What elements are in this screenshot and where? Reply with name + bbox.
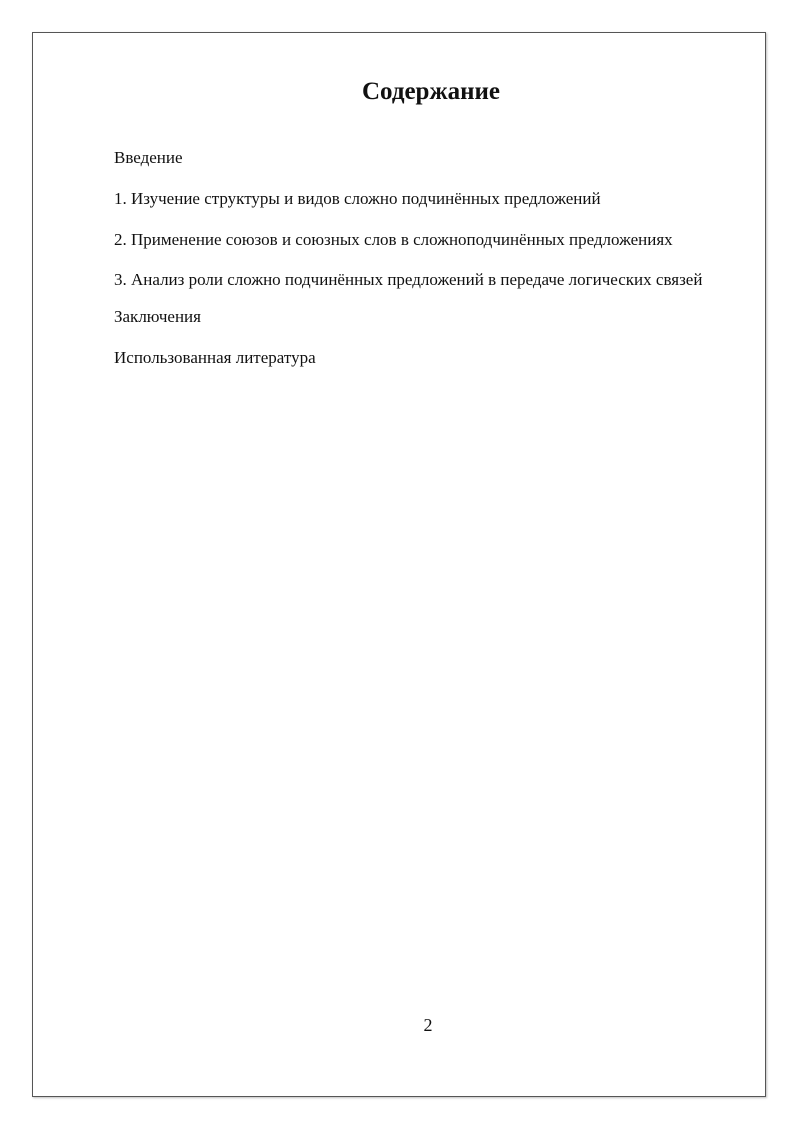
- toc-item-chapter-3: 3. Анализ роли сложно подчинённых предложений в передаче логических связей: [114, 270, 703, 289]
- page-title: Содержание: [361, 78, 500, 105]
- page-number: 2: [423, 1015, 433, 1035]
- toc-item-introduction: Введение: [114, 148, 183, 167]
- toc-item-conclusion: Заключения: [114, 307, 201, 326]
- toc-item-chapter-1: 1. Изучение структуры и видов сложно подчинённых предложений: [114, 189, 601, 208]
- table-of-contents: [114, 146, 742, 387]
- toc-item-chapter-2: 2. Применение союзов и союзных слов в сложноподчинённых предложениях: [114, 230, 673, 249]
- toc-item-references: Использованная литература: [114, 348, 316, 367]
